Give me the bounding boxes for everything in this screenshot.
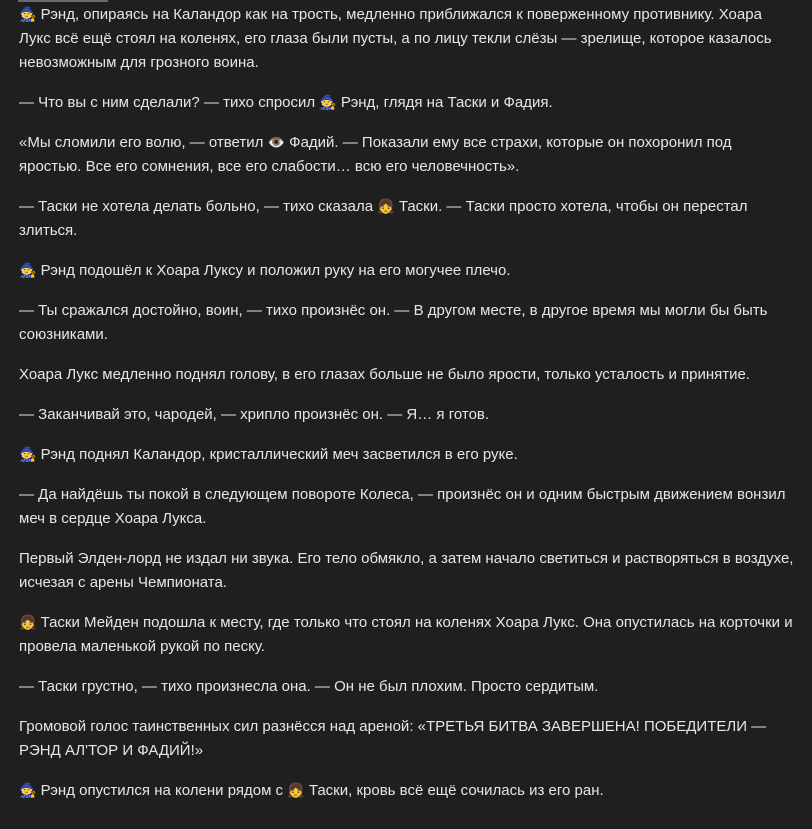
paragraph-text: Фадий. — Показали ему все страхи, которые он похоронил под яростью. Все его сомнения, все его слабости… всю его человечность». [19,134,732,175]
story-paragraph [19,547,794,595]
paragraph-text: Хоара Лукс медленно поднял голову, в его глазах больше не было ярости, только усталость и принятие. [19,366,750,383]
story-paragraph [19,483,794,531]
girl-icon: 👧 [377,199,395,215]
paragraph-text: Рэнд поднял Каландор, кристаллический меч засветился в его руке. [36,446,518,463]
paragraph-text: — Таски не хотела делать больно, — тихо сказала [19,198,378,215]
story-text [19,3,794,819]
story-paragraph [19,675,794,699]
story-paragraph [19,779,794,803]
paragraph-text: — Да найдёшь ты покой в следующем повороте Колеса, — произнёс он и одним быстрым движением вонзил меч в сердце Хоара Лукса. [19,486,786,527]
girl-icon: 👧 [19,615,37,631]
wizard-icon: 🧙 [19,447,37,463]
wizard-icon: 🧙 [19,263,37,279]
eye-icon: 👁️ [267,135,285,151]
wizard-icon: 🧙 [19,783,37,799]
paragraph-text: Первый Элден-лорд не издал ни звука. Его тело обмякло, а затем начало светиться и растворяться в воздухе, исчезая с арены Чемпионата. [19,550,794,591]
story-paragraph [19,363,794,387]
paragraph-text: — Заканчивай это, чародей, — хрипло произнёс он. — Я… я готов. [19,406,490,423]
paragraph-text: Таски, кровь всё ещё сочилась из его ран. [304,782,604,799]
story-paragraph [19,715,794,763]
paragraph-text: Рэнд, глядя на Таски и Фадия. [336,94,553,111]
wizard-icon: 🧙 [19,7,37,23]
top-divider [18,0,108,2]
story-paragraph [19,403,794,427]
story-paragraph [19,259,794,283]
paragraph-text: — Ты сражался достойно, воин, — тихо произнёс он. — В другом месте, в другое время мы могли бы быть союзниками. [19,302,768,343]
paragraph-text: — Таски грустно, — тихо произнесла она. — Он не был плохим. Просто сердитым. [19,678,599,695]
story-paragraph [19,131,794,179]
paragraph-text: — Что вы с ним сделали? — тихо спросил [19,94,320,111]
paragraph-text: Таски Мейден подошла к месту, где только что стоял на коленях Хоара Лукс. Она опустилась на корточки и провела маленькой рукой по песку. [19,614,793,655]
story-paragraph [19,611,794,659]
story-paragraph [19,195,794,243]
story-paragraph [19,299,794,347]
paragraph-text: Рэнд, опираясь на Каландор как на трость, медленно приближался к поверженному противнику. Хоара Лукс всё ещё стоял на коленях, его глаза были пусты, а по лицу текли слёзы — зрелище, которое казалось невозможным для грозного воина. [19,6,772,71]
story-paragraph [19,443,794,467]
girl-icon: 👧 [287,783,305,799]
paragraph-text: Громовой голос таинственных сил разнёсся над ареной: «ТРЕТЬЯ БИТВА ЗАВЕРШЕНА! ПОБЕДИТЕЛИ — РЭНД АЛ'ТОР И ФАДИЙ!» [19,718,767,759]
paragraph-text: Рэнд опустился на колени рядом с [36,782,288,799]
story-paragraph [19,91,794,115]
paragraph-text: «Мы сломили его волю, — ответил [19,134,268,151]
wizard-icon: 🧙 [319,95,337,111]
paragraph-text: Рэнд подошёл к Хоара Луксу и положил руку на его могучее плечо. [36,262,511,279]
paragraph-text: Таски. — Таски просто хотела, чтобы он перестал злиться. [19,198,748,239]
story-paragraph [19,3,794,75]
